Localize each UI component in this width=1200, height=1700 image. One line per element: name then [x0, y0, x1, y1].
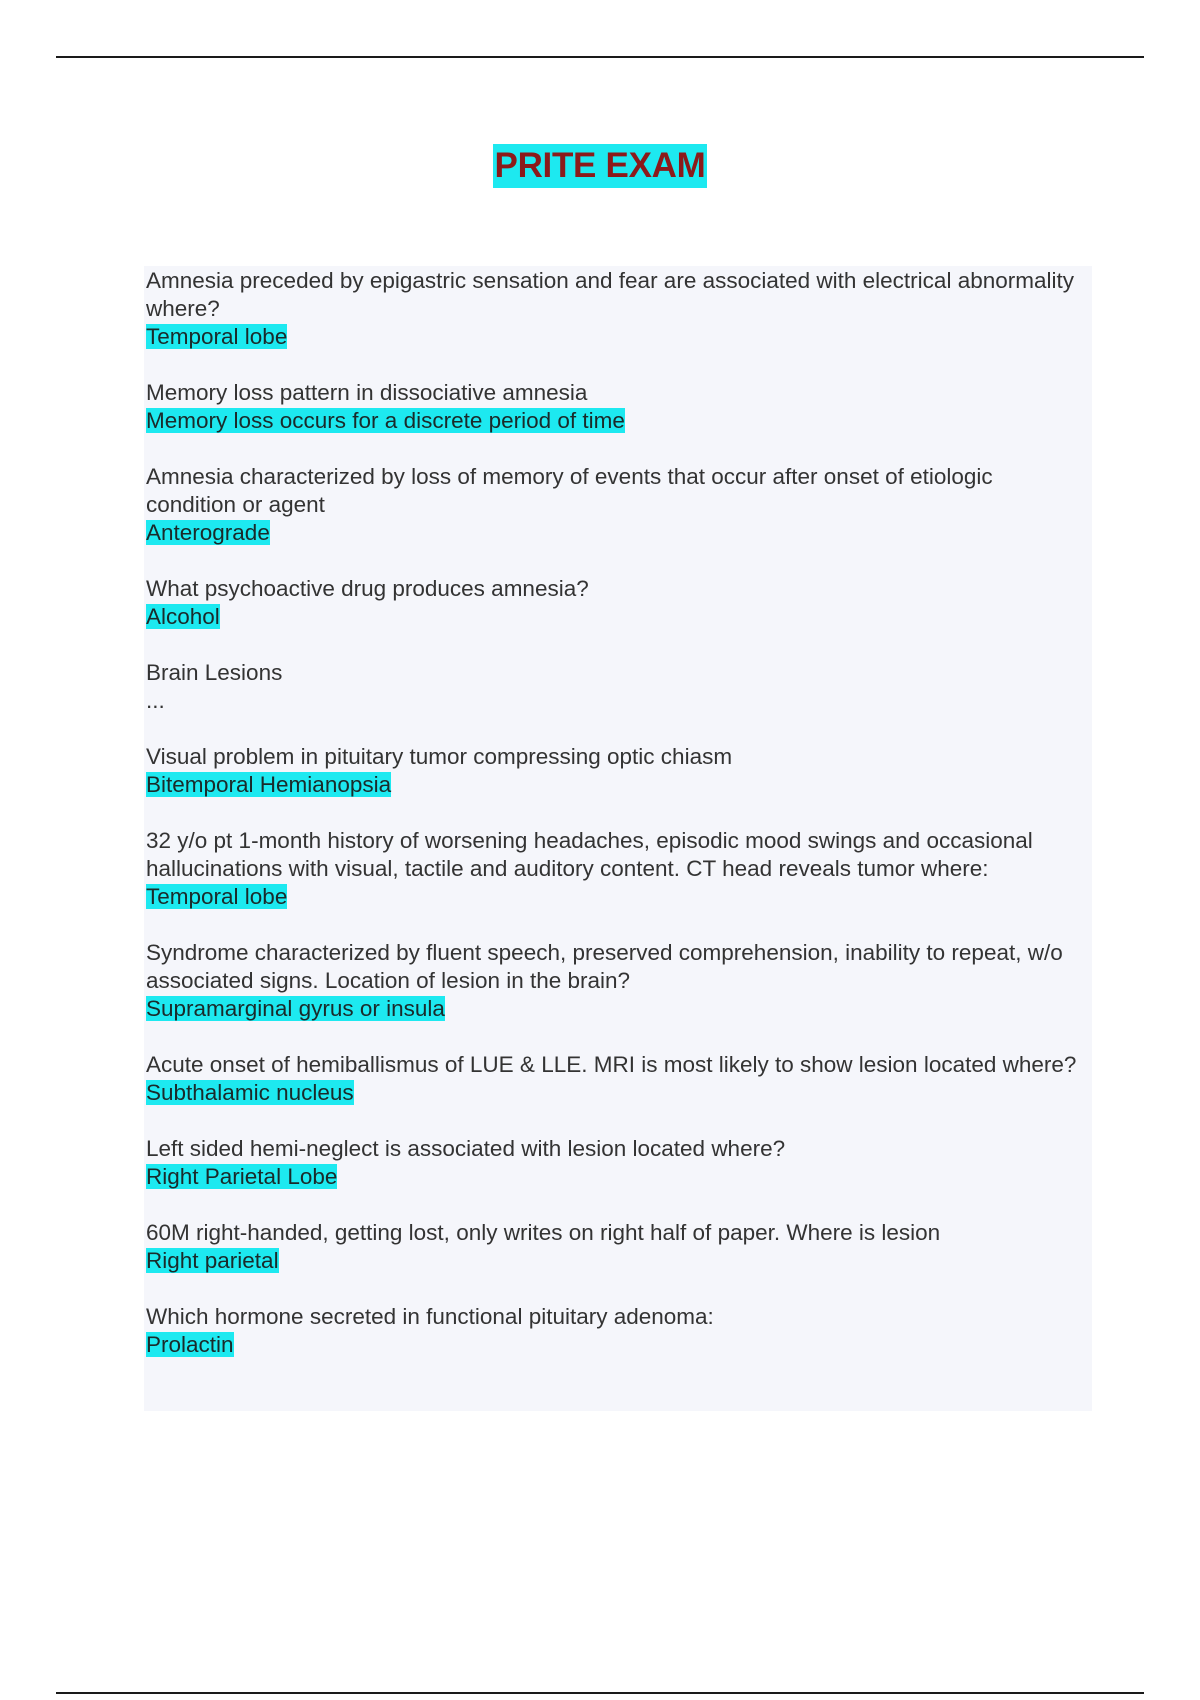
answer-highlight: Subthalamic nucleus	[146, 1080, 354, 1105]
answer-highlight: Prolactin	[146, 1332, 234, 1357]
question-text: Amnesia characterized by loss of memory of events that occur after onset of etiologic condition or agent	[146, 464, 993, 517]
answer-highlight: Supramarginal gyrus or insula	[146, 996, 445, 1021]
question-text: Acute onset of hemiballismus of LUE & LLE. MRI is most likely to show lesion located where?	[146, 1052, 1077, 1077]
question-text: Syndrome characterized by fluent speech, preserved comprehension, inability to repeat, w/o associated signs. Location of lesion in the brain?	[146, 940, 1063, 993]
answer-ellipsis: ...	[146, 688, 165, 713]
title-wrapper	[0, 144, 1200, 188]
qa-item	[146, 575, 1088, 631]
qa-item	[146, 827, 1088, 911]
qa-item	[146, 379, 1088, 435]
question-text: Memory loss pattern in dissociative amnesia	[146, 380, 588, 405]
qa-content-block	[144, 266, 1092, 1411]
qa-item	[146, 939, 1088, 1023]
qa-item	[146, 1303, 1088, 1359]
question-text: What psychoactive drug produces amnesia?	[146, 576, 589, 601]
qa-item	[146, 659, 1088, 715]
answer-highlight: Memory loss occurs for a discrete period of time	[146, 408, 625, 433]
qa-item	[146, 1135, 1088, 1191]
question-text: 60M right-handed, getting lost, only writes on right half of paper. Where is lesion	[146, 1220, 941, 1245]
answer-highlight: Alcohol	[146, 604, 220, 629]
answer-highlight: Temporal lobe	[146, 324, 288, 349]
answer-highlight: Temporal lobe	[146, 884, 288, 909]
qa-item	[146, 463, 1088, 547]
qa-item	[146, 267, 1088, 351]
question-text: Amnesia preceded by epigastric sensation and fear are associated with electrical abnormality where?	[146, 268, 1074, 321]
question-text: Left sided hemi-neglect is associated with lesion located where?	[146, 1136, 786, 1161]
qa-item	[146, 1051, 1088, 1107]
answer-highlight: Right parietal	[146, 1248, 279, 1273]
question-text: 32 y/o pt 1-month history of worsening headaches, episodic mood swings and occasional hallucinations with visual, tactile and auditory content. CT head reveals tumor where:	[146, 828, 1033, 881]
top-rule	[56, 56, 1144, 58]
qa-item	[146, 743, 1088, 799]
page-title: PRITE EXAM	[493, 144, 708, 188]
answer-highlight: Right Parietal Lobe	[146, 1164, 338, 1189]
question-text: Which hormone secreted in functional pituitary adenoma:	[146, 1304, 714, 1329]
bottom-rule	[56, 1692, 1144, 1694]
question-text: Brain Lesions	[146, 660, 283, 685]
qa-item	[146, 1219, 1088, 1275]
answer-highlight: Anterograde	[146, 520, 270, 545]
answer-highlight: Bitemporal Hemianopsia	[146, 772, 392, 797]
question-text: Visual problem in pituitary tumor compressing optic chiasm	[146, 744, 733, 769]
